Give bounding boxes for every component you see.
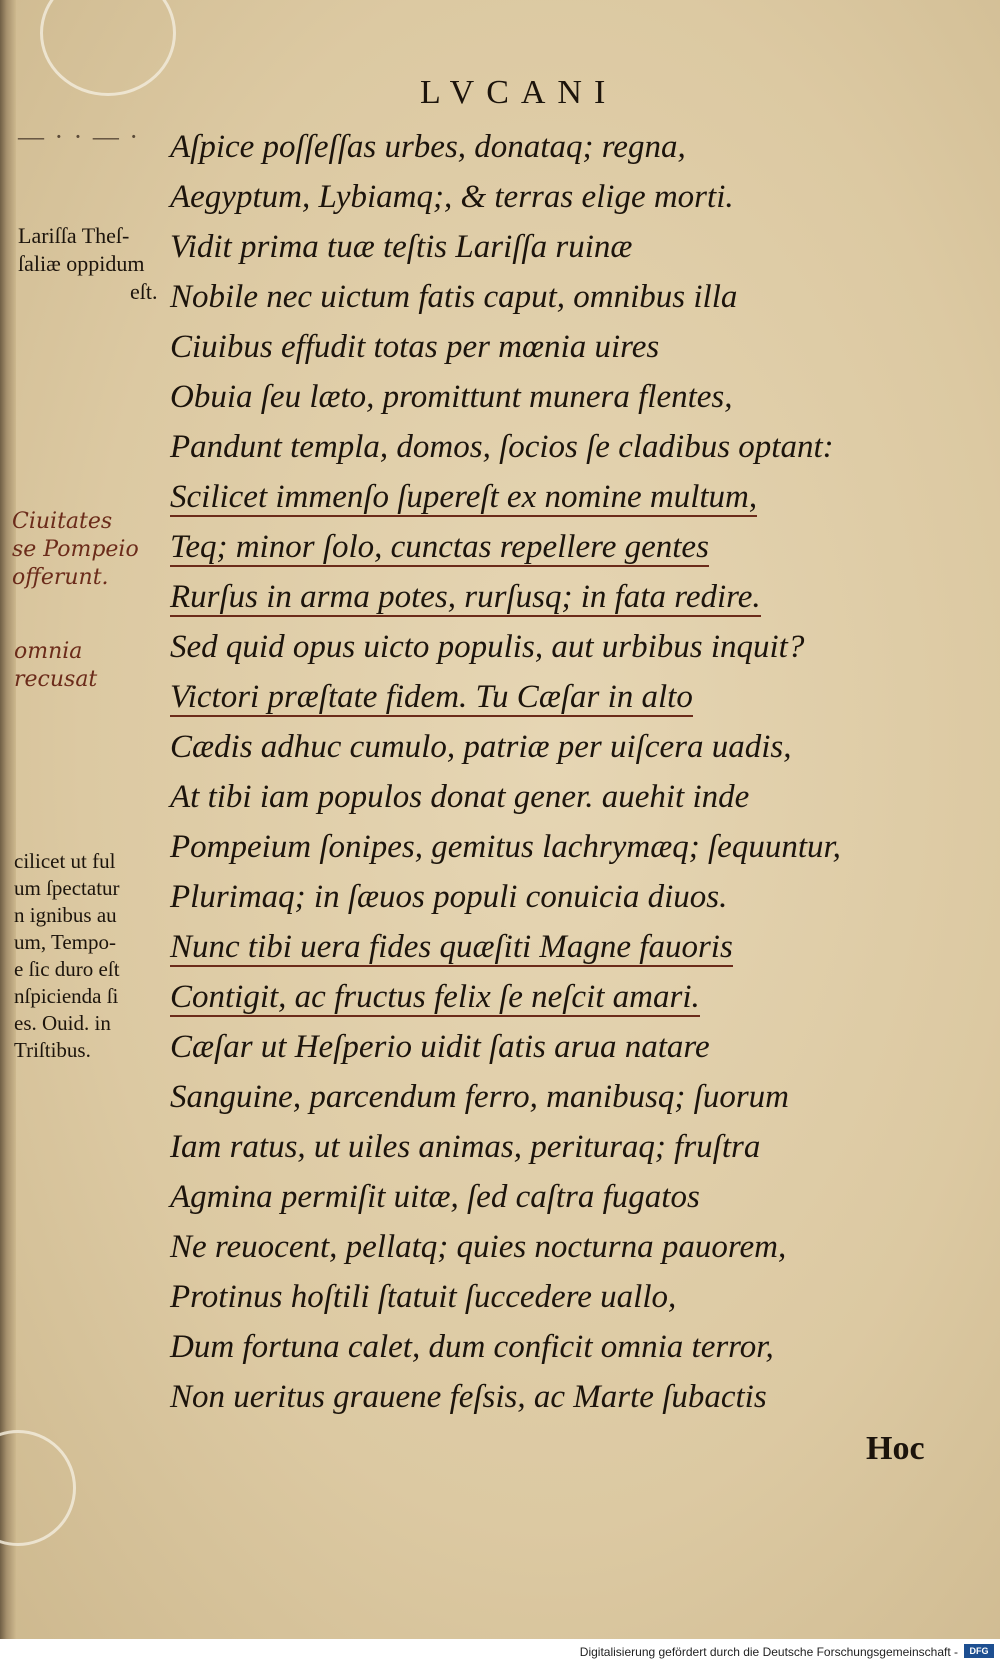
verse-line: Vidit prima tuæ teſtis Lariſſa ruinæ [170, 229, 633, 265]
verse-line: Agmina permiſit uitæ, ſed caſtra fugatos [170, 1179, 700, 1215]
verse-line: Ciuibus effudit totas per mœnia uires [170, 329, 660, 365]
verse-line: Protinus hoſtili ſtatuit ſuccedere uallo, [170, 1279, 677, 1315]
marginal-dash-marks: — · · — · [18, 122, 140, 151]
verse-line-underlined: Scilicet immenſo ſupereſt ex nomine multum, [170, 479, 758, 515]
verse-line: Pompeium ſonipes, gemitus lachrymæq; ſequuntur, [170, 829, 841, 865]
digitization-footer [0, 1639, 1000, 1665]
verse-line: Ne reuocent, pellatq; quies nocturna pauorem, [170, 1229, 787, 1265]
paper-clip-mark-bottom [0, 1430, 76, 1546]
verse-line-underlined: Victori præſtate fidem. Tu Cæſar in alto [170, 679, 693, 715]
handwritten-annotation-ciuitates: Ciuitates se Pompeio offerunt. [12, 509, 139, 590]
verse-line: Sed quid opus uicto populis, aut urbibus inquit? [170, 629, 805, 665]
page-edge [0, 0, 16, 1650]
footer-credit: Digitalisierung gefördert durch die Deutsche Forschungsgemeinschaft - [579, 1645, 958, 1659]
verse-line: At tibi iam populos donat gener. auehit inde [170, 779, 750, 815]
printed-margin-note-ovid: cilicet ut ful um ſpectatur n ignibus au um, Tempo- e ſic duro eſt nſpicienda ſi es. Ouid. in Triſtibus. [14, 849, 120, 1062]
handwritten-annotation-omnia: omnia recusat [14, 639, 98, 692]
running-header: LVCANI [420, 74, 618, 111]
verse-line: Nobile nec uictum fatis caput, omnibus illa [170, 279, 738, 315]
catchword: Hoc [866, 1430, 925, 1467]
verse-line: Dum fortuna calet, dum conficit omnia terror, [170, 1329, 774, 1365]
verse-line: Plurimaq; in ſæuos populi conuicia diuos. [170, 879, 728, 915]
verse-line: Cædis adhuc cumulo, patriæ per uiſcera uadis, [170, 729, 792, 765]
paper-clip-mark-top [40, 0, 176, 96]
verse-line: Obuia ſeu læto, promittunt munera flentes, [170, 379, 733, 415]
verse-line-underlined: Teq; minor ſolo, cunctas repellere gentes [170, 529, 709, 565]
verse-line-underlined: Rurſus in arma potes, rurſusq; in fata redire. [170, 579, 761, 615]
printed-margin-note-larissa: Lariſſa Theſ- ſaliæ oppidum eſt. [18, 223, 158, 304]
verse-line: Cæſar ut Heſperio uidit ſatis arua natare [170, 1029, 710, 1065]
verse-line: Aegyptum, Lybiamq;, & terras elige morti. [170, 179, 734, 215]
verse-line-underlined: Nunc tibi uera fides quæſiti Magne fauoris [170, 929, 733, 965]
verse-line: Sanguine, parcendum ferro, manibusq; ſuorum [170, 1079, 790, 1115]
verse-line-underlined: Contigit, ac fructus felix ſe neſcit amari. [170, 979, 700, 1015]
verse-line: Pandunt templa, domos, ſocios ſe cladibus optant: [170, 429, 834, 465]
verse-line: Aſpice poſſeſſas urbes, donataq; regna, [170, 129, 686, 165]
verse-line: Iam ratus, ut uiles animas, perituraq; fruſtra [170, 1129, 761, 1165]
verse-text [170, 122, 960, 1422]
verse-line: Non ueritus grauene feſsis, ac Marte ſubactis [170, 1379, 767, 1415]
dfg-logo: DFG [964, 1644, 994, 1658]
